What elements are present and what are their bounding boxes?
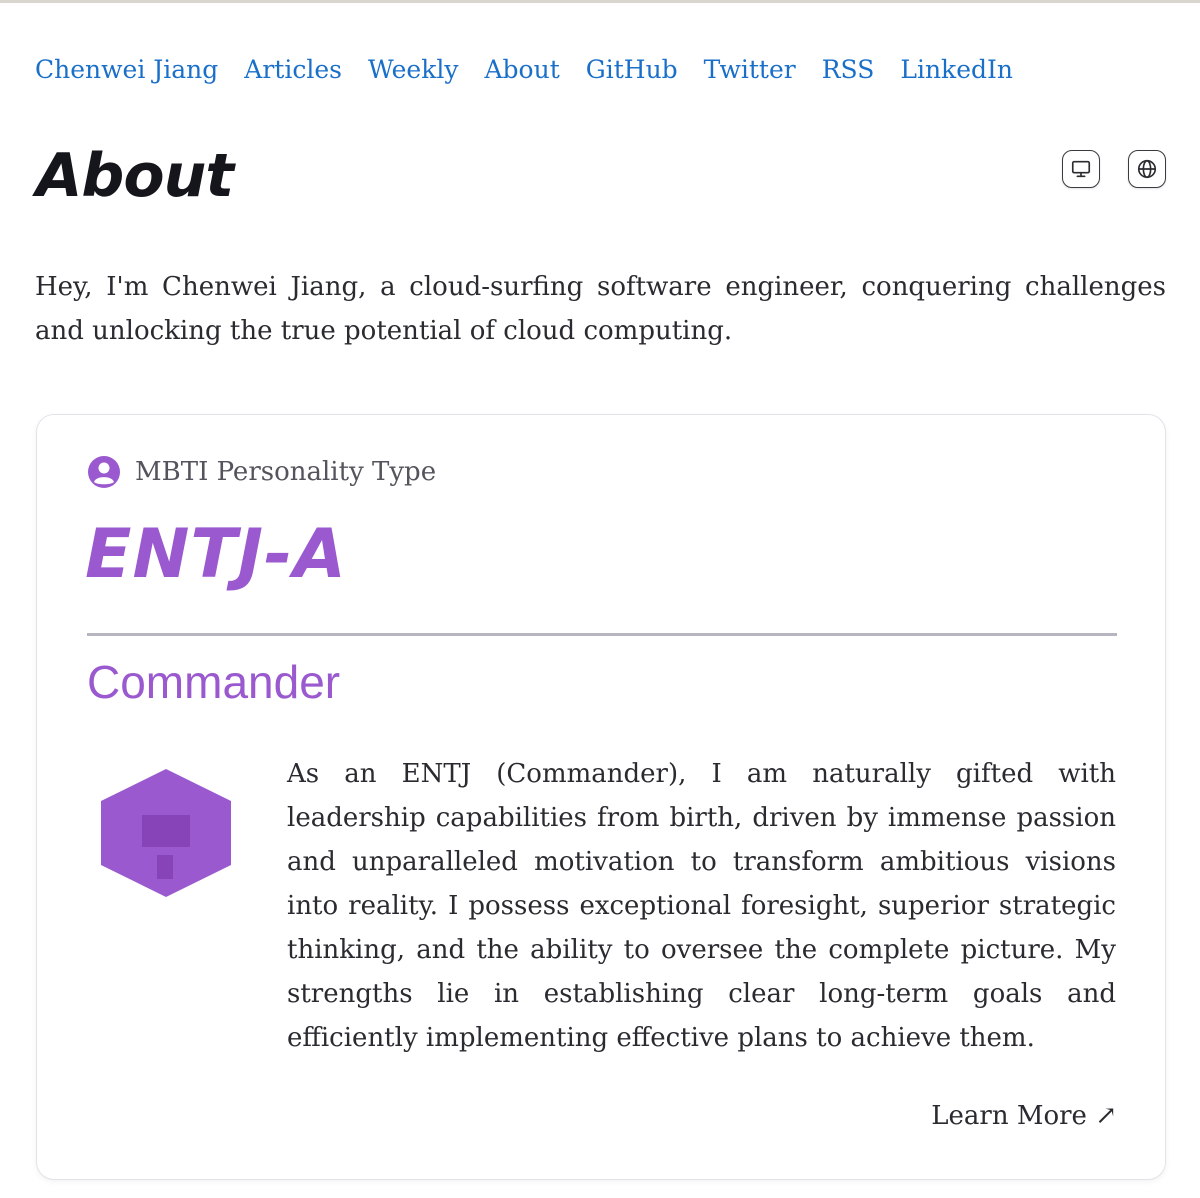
nav-link-about[interactable]: About <box>484 55 560 84</box>
monitor-icon <box>1070 158 1092 180</box>
card-divider <box>87 633 1117 636</box>
user-circle-icon <box>87 455 121 489</box>
mbti-card <box>36 414 1166 1180</box>
nav-link-weekly[interactable]: Weekly <box>367 55 459 84</box>
mbti-label: MBTI Personality Type <box>135 457 437 487</box>
language-toggle-button[interactable] <box>1128 150 1166 188</box>
commander-hexagon-icon <box>99 767 233 899</box>
mbti-type-name: Commander <box>87 656 341 708</box>
nav-link-linkedin[interactable]: LinkedIn <box>900 55 1013 84</box>
nav-link-articles[interactable]: Articles <box>244 55 342 84</box>
nav-link-github[interactable]: GitHub <box>585 55 678 84</box>
nav-link-home[interactable]: Chenwei Jiang <box>35 55 219 84</box>
mbti-type-code: ENTJ-A <box>85 515 347 594</box>
mbti-description: As an ENTJ (Commander), I am naturally gifted with leadership capabilities from birth, driven by immense passion and unparalleled motivation to transform ambitious visions into reality. I possess exceptional foresight, superior strategic thinking, and the ability to oversee the complete picture. My strengths lie in establishing clear long-term goals and efficiently implementing effective plans to achieve them. <box>287 759 1116 1053</box>
theme-toggle-button[interactable] <box>1062 150 1100 188</box>
learn-more-link[interactable]: Learn More ↗ <box>931 1101 1117 1131</box>
mbti-card-header <box>87 455 436 489</box>
globe-icon <box>1136 158 1158 180</box>
page-title: About <box>36 141 234 211</box>
nav-link-rss[interactable]: RSS <box>821 55 875 84</box>
intro-paragraph: Hey, I'm Chenwei Jiang, a cloud-surfing software engineer, conquering challenges and unlocking the true potential of cloud computing. <box>35 272 1166 346</box>
top-nav <box>35 55 1013 84</box>
nav-link-twitter[interactable]: Twitter <box>703 55 796 84</box>
